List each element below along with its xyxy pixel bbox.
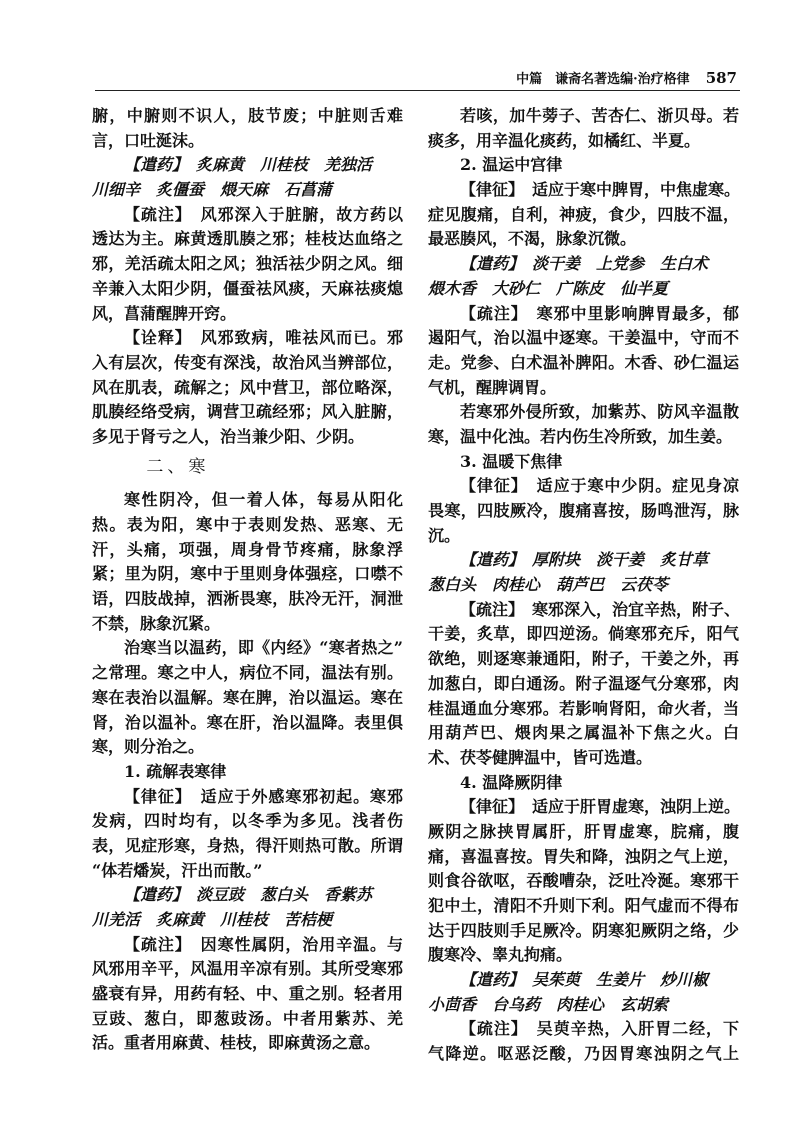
text-line: 川细辛 炙僵蚕 煨天麻 石菖蒲 — [92, 180, 333, 200]
paragraph — [92, 326, 403, 449]
paragraph — [428, 1017, 739, 1066]
text-line: 风在肌表，疏解之；风中营卫，部位略深， — [92, 377, 403, 397]
text-line: 【疏注】 风邪深入于脏腑，故方药以 — [124, 204, 403, 224]
subsection-heading: 1. 疏解表寒律 — [124, 761, 227, 781]
text-line: 紧；里为阴，寒中于里则身体强痉，口噤不 — [92, 564, 403, 584]
text-line: 表，见症形寒，身热，得汗则热可散。所谓 — [92, 835, 403, 855]
text-line: 用葫芦巴、煨肉果之属温补下焦之火。白 — [428, 723, 739, 743]
text-line: 发病，四时均有，以冬季为多见。浅者伤 — [92, 811, 403, 831]
text-line: 痰多，用辛温化痰药，如橘红、半夏。 — [428, 130, 701, 150]
paragraph — [428, 795, 739, 968]
prescription-block — [428, 252, 739, 301]
text-line: 【遣药】 淡干姜 上党参 生白术 — [460, 254, 709, 274]
prescription-block — [428, 548, 739, 597]
right-column — [428, 104, 739, 1067]
text-line: 犯中土，清阳不升则下利。阳气虚而不得布 — [428, 896, 739, 915]
paragraph — [92, 933, 403, 1056]
text-line: 小茴香 台乌药 肉桂心 玄胡索 — [428, 994, 669, 1014]
page-number: 587 — [705, 69, 737, 87]
text-line: 最恶腠风，不渴，脉象沉微。 — [428, 229, 637, 249]
prescription-block — [92, 153, 403, 202]
text-line: 不禁，脉象沉紧。 — [92, 613, 221, 633]
paragraph — [92, 203, 403, 326]
text-line: 气机，醒脾调胃。 — [428, 377, 557, 397]
text-line: 辛兼入太阳少阴，僵蚕祛风痰，天麻祛痰熄 — [92, 278, 403, 298]
paragraph — [92, 785, 403, 884]
text-line: 风，菖蒲醒脾开窍。 — [92, 303, 237, 323]
text-line: 欲绝，则逐寒兼通阳，附子，干姜之外，再 — [428, 649, 739, 669]
text-line: 干姜，炙草，即四逆汤。倘寒邪充斥，阳气 — [428, 624, 739, 644]
text-line: 若咳，加牛蒡子、苦杏仁、浙贝母。若 — [460, 106, 739, 125]
text-line: 多见于肾亏之人，治当兼少阳、少阴。 — [92, 426, 365, 446]
text-line: 术、茯苓健脾温中，皆可选遣。 — [428, 747, 653, 767]
subsection-heading: 2. 温运中宫律 — [460, 155, 563, 175]
header-rule — [95, 90, 740, 91]
text-line: 若寒邪外侵所致，加紫苏、防风辛温散 — [460, 402, 739, 422]
text-line: 热。表为阳，寒中于表则发热、恶寒、无 — [92, 515, 403, 534]
text-line: 【疏注】 吴萸辛热，入肝胃二经，下 — [460, 1019, 739, 1039]
prescription-block — [92, 883, 403, 932]
text-line: 【疏注】 因寒性属阴，治用辛温。与 — [124, 934, 403, 954]
text-line: 气降逆。呕恶泛酸，乃因胃寒浊阴之气上 — [428, 1044, 739, 1064]
text-line: 症见腹痛，自利，神疲，食少，四肢不温， — [428, 204, 739, 224]
text-line: 寒在表治以温解。寒在脾，治以温运。寒在 — [92, 687, 403, 707]
paragraph — [92, 636, 403, 759]
paragraph — [92, 104, 403, 153]
paragraph — [428, 400, 739, 449]
paragraph — [92, 488, 403, 636]
text-line: 沉。 — [428, 525, 461, 545]
text-line: 【诠释】 风邪致病，唯祛风而已。邪 — [124, 328, 403, 348]
text-line: 【遣药】 淡豆豉 葱白头 香紫苏 — [124, 885, 373, 905]
text-line: 畏寒，四肢厥冷，腹痛喜按，肠鸣泄泻，脉 — [428, 501, 739, 520]
text-line: 【疏注】 寒邪中里影响脾胃最多，郁 — [460, 303, 739, 323]
text-line: 治寒当以温药，即《内经》“寒者热之” — [124, 638, 403, 658]
text-line: 寒性阴冷，但一着人体，每易从阳化 — [124, 490, 403, 510]
text-line: 腹寒冷、睾丸拘痛。 — [428, 945, 573, 965]
text-line: 川羌活 炙麻黄 川桂枝 苦桔梗 — [92, 910, 333, 929]
text-line: 言，口吐涎沫。 — [92, 130, 205, 150]
text-line: 【律征】 适应于寒中少阴。症见身凉 — [460, 476, 739, 496]
text-line: 【遣药】 厚附块 淡干姜 炙甘草 — [460, 550, 709, 570]
text-line: 走。党参、白术温补脾阳。木香、砂仁温运 — [428, 352, 739, 372]
text-line: 肌腠经络受病，调营卫疏经邪；风入脏腑， — [92, 402, 403, 422]
prescription-block — [428, 968, 739, 1017]
text-line: 达于四肢则手足厥冷。阴寒犯厥阴之络，少 — [428, 920, 739, 940]
paragraph — [428, 302, 739, 401]
left-column — [92, 104, 403, 1056]
paragraph — [428, 598, 739, 771]
text-line: 煨木香 大砂仁 广陈皮 仙半夏 — [428, 278, 669, 298]
text-line: 汗，头痛，项强，周身骨节疼痛，脉象浮 — [92, 539, 403, 559]
text-line: 桂温通血分寒邪。若影响肾阳，命火者，当 — [428, 698, 739, 718]
text-line: 【遣药】 吴茱萸 生姜片 炒川椒 — [460, 970, 709, 990]
text-line: 豆豉、葱白，即葱豉汤。中者用紫苏、羌 — [92, 1008, 403, 1028]
text-line: 【律征】 适应于肝胃虚寒，浊阴上逆。 — [460, 797, 741, 817]
text-line: 活。重者用麻黄、桂枝，即麻黄汤之意。 — [92, 1033, 381, 1053]
text-line: 葱白头 肉桂心 葫芦巴 云茯苓 — [428, 575, 669, 595]
paragraph — [428, 474, 739, 548]
text-line: 邪，羌活疏太阳之风；独活祛少阴之风。细 — [92, 254, 403, 274]
text-line: 加葱白，即白通汤。附子温逐气分寒邪，肉 — [428, 673, 739, 693]
text-line: “体若燔炭，汗出而散。” — [92, 860, 263, 880]
text-line: 透达为主。麻黄透肌腠之邪；桂枝达血络之 — [92, 229, 403, 249]
text-line: 风邪用辛平，风温用辛凉有别。其所受寒邪 — [92, 959, 403, 979]
text-line: 则食谷欲呕，吞酸嘈杂，泛吐冷涎。寒邪干 — [428, 871, 739, 891]
text-line: 厥阴之脉挟胃属肝，肝胃虚寒，脘痛，腹 — [428, 821, 739, 841]
text-line: 寒，则分治之。 — [92, 737, 205, 757]
text-line: 肾，治以温补。寒在肝，治以温降。表里俱 — [92, 712, 403, 732]
text-line: 语，四肢战掉，洒淅畏寒，肤冷无汗，洞泄 — [92, 589, 403, 609]
text-line: 腑，中腑则不识人，肢节废；中脏则舌难 — [92, 106, 403, 125]
text-line: 之常理。寒之中人，病位不同，温法有别。 — [92, 663, 403, 683]
text-line: 【律征】 适应于寒中脾胃，中焦虚寒。 — [460, 180, 741, 200]
text-line: 入有层次，传变有深浅，故治风当辨部位， — [92, 352, 403, 372]
running-header-title: 中篇 谦斋名著选编·治疗格律 — [516, 72, 690, 87]
text-line: 【遣药】 炙麻黄 川桂枝 羌独活 — [124, 155, 373, 175]
section-heading: 二、寒 — [146, 456, 210, 477]
text-line: 寒，温中化浊。若内伤生冷所致，加生姜。 — [428, 426, 733, 446]
paragraph — [428, 104, 739, 153]
subsection-heading: 4. 温降厥阴律 — [460, 772, 563, 792]
subsection-heading: 3. 温暖下焦律 — [460, 451, 563, 471]
text-line: 【律征】 适应于外感寒邪初起。寒邪 — [124, 786, 403, 806]
text-line: 遏阳气，治以温中逐寒。干姜温中，守而不 — [428, 328, 739, 348]
text-line: 盛衰有异，用药有轻、中、重之别。轻者用 — [92, 984, 403, 1004]
text-line: 痛，喜温喜按。胃失和降，浊阴之气上逆， — [428, 846, 739, 866]
running-header — [516, 68, 737, 87]
paragraph — [428, 178, 739, 252]
text-line: 【疏注】 寒邪深入，治宜辛热，附子、 — [460, 599, 741, 619]
